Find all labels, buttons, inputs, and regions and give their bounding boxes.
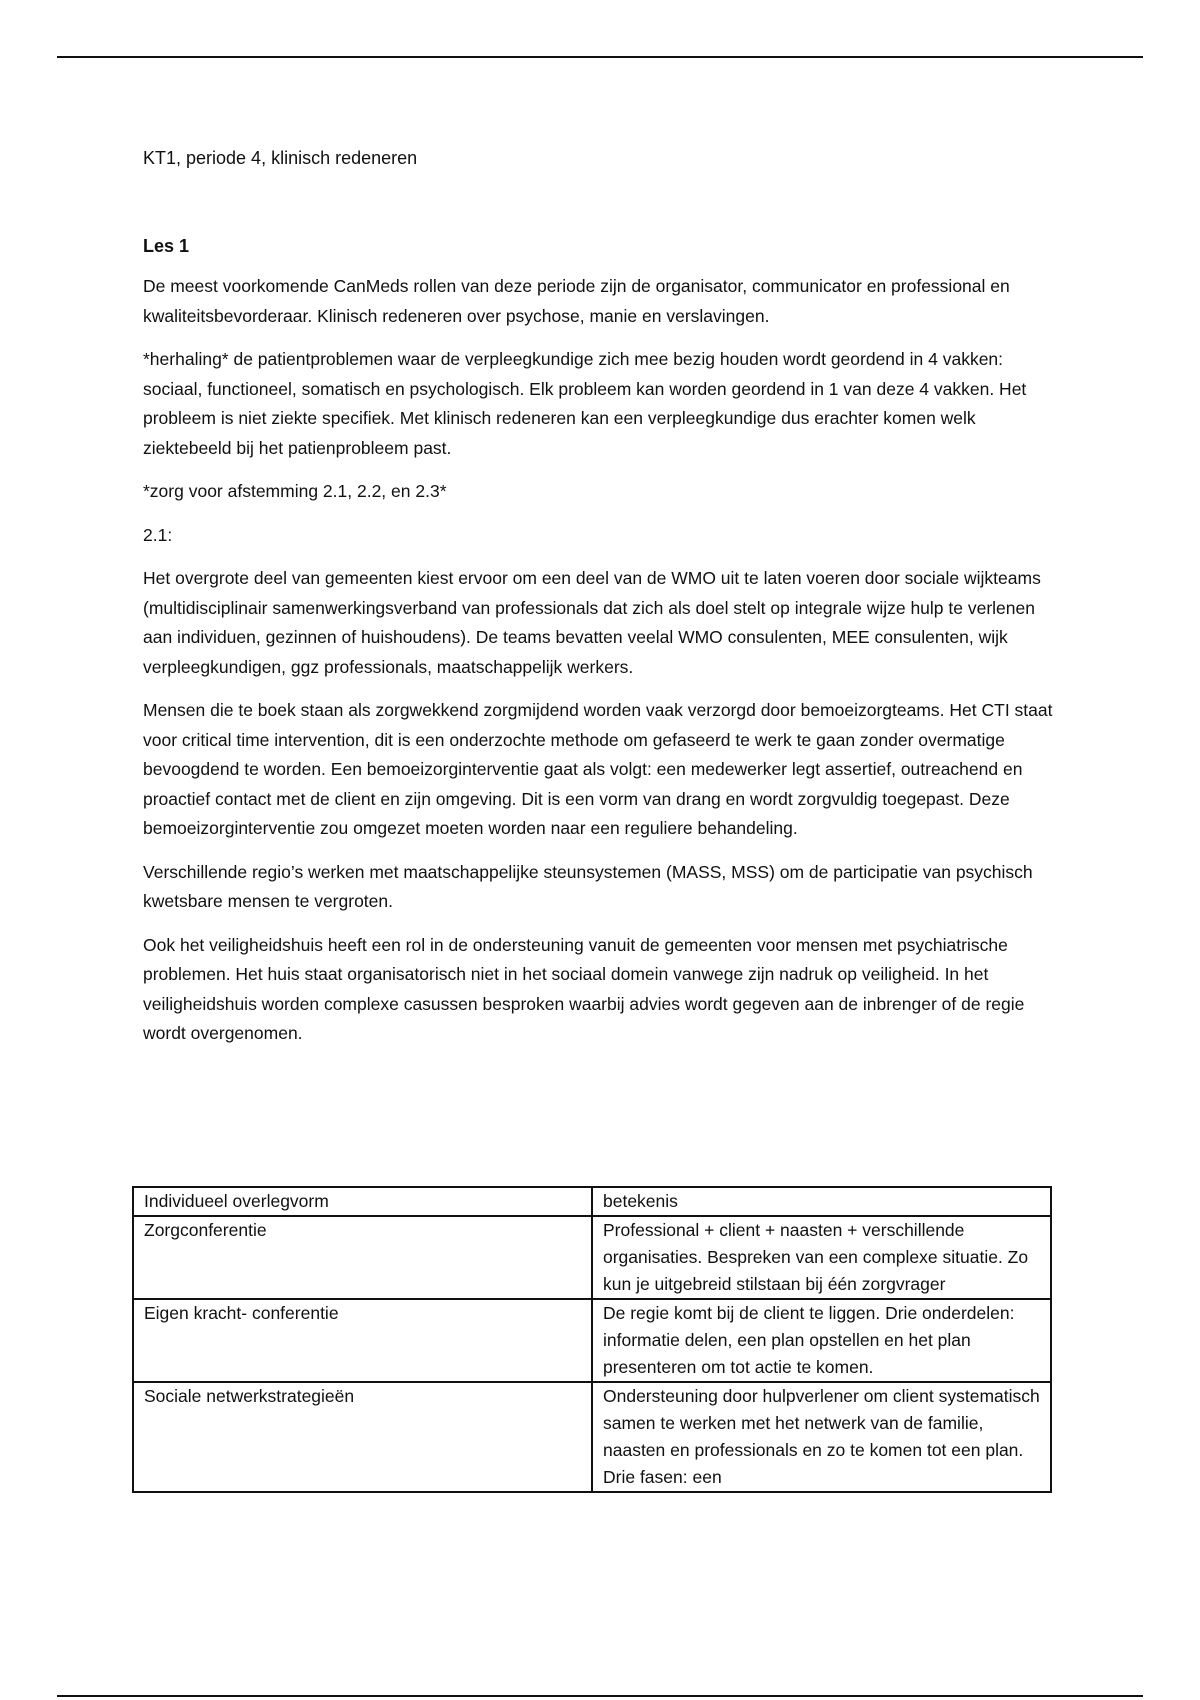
table-cell-meaning: Professional + client + naasten + verschillende organisaties. Bespreken van een complexe situatie. Zo kun je uitgebreid stilstaan bij één zorgvrager [592, 1216, 1051, 1299]
document-body [143, 144, 1063, 1063]
course-title: KT1, periode 4, klinisch redeneren [143, 148, 418, 168]
overlegvorm-table-wrapper [132, 1186, 1046, 1493]
paragraph-herhaling: *herhaling* de patientproblemen waar de verpleegkundige zich mee bezig houden wordt geordend in 4 vakken: sociaal, functioneel, somatisch en psychologisch. Elk probleem kan worden geordend in 1 van deze 4 vakken. Het probleem is niet ziekte specifiek. Met klinisch redeneren kan een verpleegkundige dus erachter komen welk ziektebeeld bij het patienprobleem past. [143, 349, 1027, 458]
table-cell-meaning: De regie komt bij de client te liggen. Drie onderdelen: informatie delen, een plan opstellen en het plan presenteren om tot actie te komen. [592, 1299, 1051, 1382]
paragraph-bemoeizorg: Mensen die te boek staan als zorgwekkend zorgmijdend worden vaak verzorgd door bemoeizorgteams. Het CTI staat voor critical time intervention, dit is een onderzochte methode om gefaseerd te werk te gaan zonder overmatige bevoogdend te worden. Een bemoeizorginterventie gaat als volgt: een medewerker legt assertief, outreachend en proactief contact met de client en zijn omgeving. Dit is een vorm van drang en wordt zorgvuldig toegepast. Deze bemoeizorginterventie zou omgezet moeten worden naar een reguliere behandeling. [143, 700, 1053, 838]
table-row [133, 1299, 1051, 1382]
table-cell-term: Eigen kracht- conferentie [133, 1299, 592, 1382]
lesson-heading: Les 1 [143, 236, 190, 256]
table-header-cell: betekenis [592, 1187, 1051, 1216]
page-bottom-rule [57, 1695, 1143, 1697]
table-row [133, 1382, 1051, 1492]
table-cell-term: Zorgconferentie [133, 1216, 592, 1299]
paragraph-steunsystemen: Verschillende regio’s werken met maatschappelijke steunsystemen (MASS, MSS) om de participatie van psychisch kwetsbare mensen te vergroten. [143, 861, 1033, 911]
paragraph-veiligheidshuis: Ook het veiligheidshuis heeft een rol in de ondersteuning vanuit de gemeenten voor mensen met psychiatrische problemen. Het huis staat organisatorisch niet in het sociaal domein vanwege zijn nadruk op veiligheid. In het veiligheidshuis worden complexe casussen besproken waarbij advies wordt gegeven aan de inbrenger of de regie wordt overgenomen. [143, 934, 1025, 1043]
table-row [133, 1216, 1051, 1299]
section-label-2-1: 2.1: [143, 524, 173, 545]
table-cell-term: Sociale netwerkstrategieën [133, 1382, 592, 1492]
paragraph-afstemming: *zorg voor afstemming 2.1, 2.2, en 2.3* [143, 481, 447, 501]
paragraph-wijkteams: Het overgrote deel van gemeenten kiest ervoor om een deel van de WMO uit te laten voeren door sociale wijkteams (multidisciplinair samenwerkingsverband van professionals dat zich als doel stelt op integrale wijze hulp te verlenen aan individuen, gezinnen of huishoudens). De teams bevatten veelal WMO consulenten, MEE consulenten, wijk verpleegkundigen, ggz professionals, maatschappelijk werkers. [143, 568, 1041, 677]
table-header-cell: Individueel overlegvorm [133, 1187, 592, 1216]
paragraph-canmeds: De meest voorkomende CanMeds rollen van deze periode zijn de organisator, communicator en professional en kwaliteitsbevorderaar. Klinisch redeneren over psychose, manie en verslavingen. [143, 276, 1010, 326]
page-top-rule [57, 56, 1143, 58]
table-header-row [133, 1187, 1051, 1216]
overlegvorm-table [132, 1186, 1052, 1493]
table-cell-meaning: Ondersteuning door hulpverlener om client systematisch samen te werken met het netwerk van de familie, naasten en professionals en zo te komen tot een plan. Drie fasen: een [592, 1382, 1051, 1492]
